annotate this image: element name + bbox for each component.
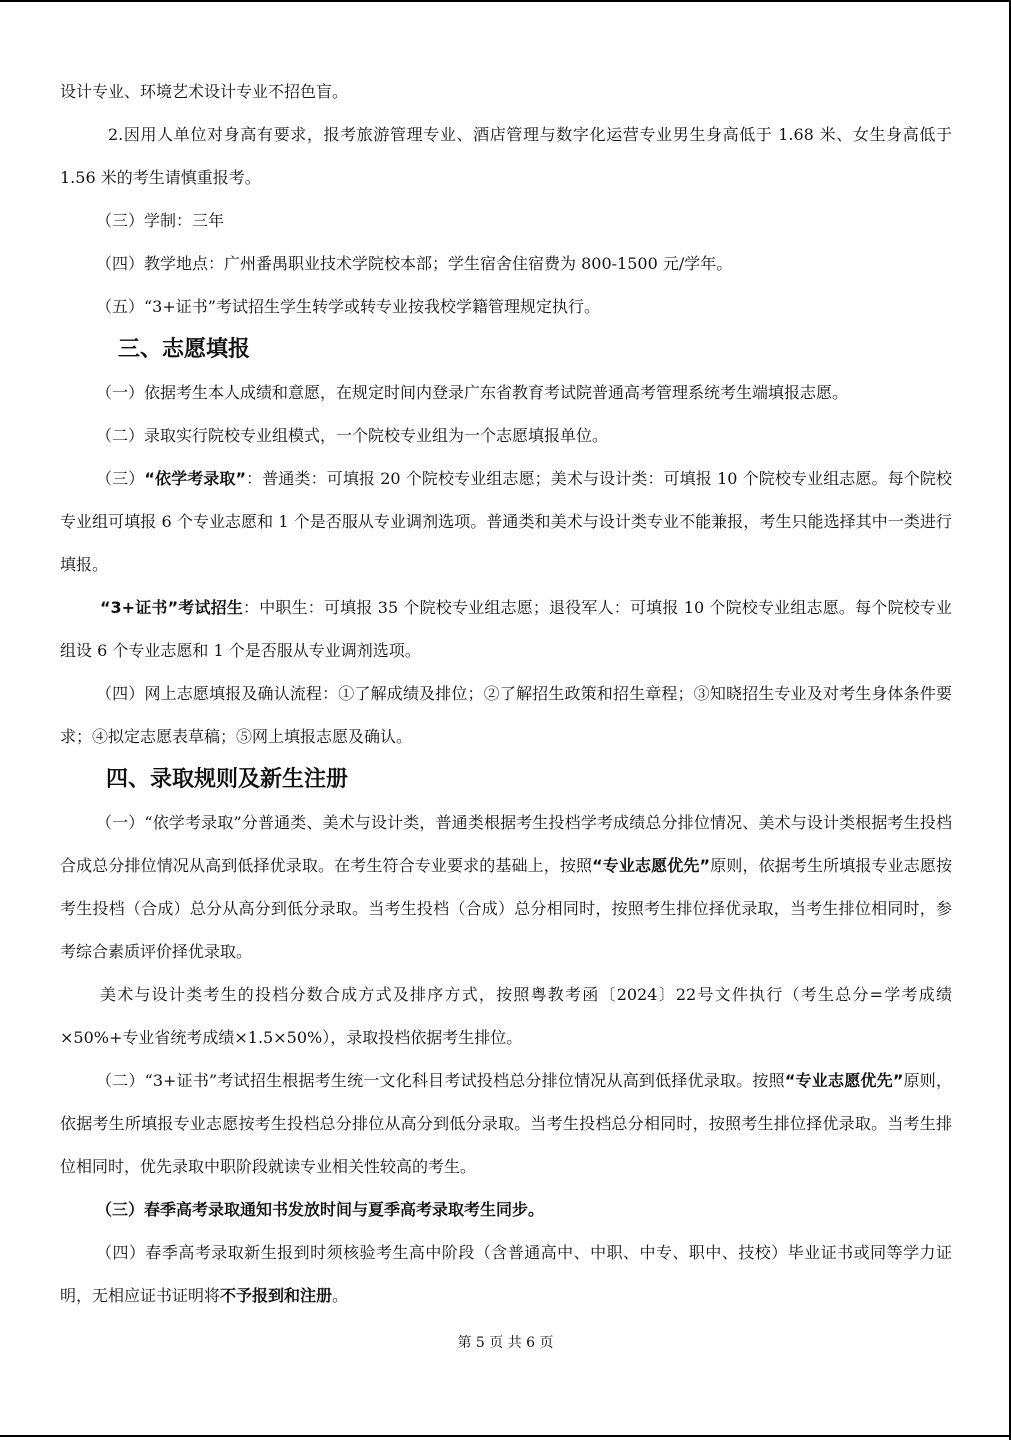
admission-2-part-a: （二）“3+证书”考试招生根据考生统一文化科目考试投档总分排位情况从高到低择优录取。按照 <box>96 1071 785 1090</box>
paragraph-volunteer-2: （二）录取实行院校专业组模式，一个院校专业组为一个志愿填报单位。 <box>96 426 609 445</box>
volunteer-3b-bold: “3+证书”考试招生 <box>100 598 244 617</box>
admission-1-bold: “专业志愿优先” <box>592 856 711 875</box>
admission-1-part-b: 原则，依据考生所填报专业志愿按考生投档（合成）总分从高分到低分录取。当考生投档（合成）总分相同时，按照考生排位择优录取，当考生排位相同时，参考综合素质评价择优录取。 <box>60 856 952 961</box>
admission-4-part-a: （四）春季高考录取新生报到时须核验考生高中阶段（含普通高中、中职、中专、职中、技校）毕业证书或同等学力证明，无相应证书证明将 <box>60 1243 952 1305</box>
paragraph-color-blind: 设计专业、环境艺术设计专业不招色盲。 <box>60 82 349 101</box>
paragraph-volunteer-1: （一）依据考生本人成绩和意愿，在规定时间内登录广东省教育考试院普通高考管理系统考生端填报志愿。 <box>96 383 849 402</box>
volunteer-3-bold: “依学考录取” <box>144 469 247 488</box>
admission-4-bold: 不予报到和注册 <box>220 1286 333 1305</box>
volunteer-3-rest: ：普通类：可填报 20 个院校专业组志愿；美术与设计类：可填报 10 个院校专业组志愿。每个院校专业组可填报 6 个专业志愿和 1 个是否服从专业调剂选项。普通类和美术与设计类专业不能兼报，考生只能选择其中一类进行填报。 <box>60 469 952 574</box>
admission-2-part-b: 原则，依据考生所填报专业志愿按考生投档总分排位从高分到低分录取。当考生投档总分相同时，按照考生排位择优录取。当考生排位相同时，优先录取中职阶段就读专业相关性较高的考生。 <box>60 1071 952 1176</box>
paragraph-volunteer-3 <box>60 457 952 586</box>
page-number-footer: 第 5 页 共 6 页 <box>457 1335 554 1351</box>
section-heading-admission: 四、录取规则及新生注册 <box>106 767 349 792</box>
volunteer-3b-rest: ：中职生：可填报 35 个院校专业组志愿；退役军人：可填报 10 个院校专业组志愿。每个院校专业组设 6 个专业志愿和 1 个是否服从专业调剂选项。 <box>60 598 952 660</box>
paragraph-admission-4 <box>60 1231 952 1317</box>
page-bottom-border <box>0 1435 1011 1437</box>
admission-4-part-b: 。 <box>332 1286 349 1305</box>
page-top-border <box>0 0 1011 2</box>
paragraph-admission-3: （三）春季高考录取通知书发放时间与夏季高考录取考生同步。 <box>96 1200 545 1219</box>
admission-1-part-a: （一）“依学考录取”分普通类、美术与设计类，普通类根据考生投档学考成绩总分排位情况、美术与设计类根据考生投档合成总分排位情况从高到低择优录取。在考生符合专业要求的基础上，按照 <box>60 813 952 875</box>
paragraph-admission-art: 美术与设计类考生的投档分数合成方式及排序方式，按照粤教考函〔2024〕22号文件执行（考生总分=学考成绩×50%+专业省统考成绩×1.5×50%），录取投档依据考生排位。 <box>60 985 952 1047</box>
paragraph-admission-1 <box>60 801 952 973</box>
admission-2-bold: “专业志愿优先” <box>784 1071 904 1090</box>
paragraph-volunteer-3b <box>60 586 952 672</box>
section-heading-volunteer: 三、志愿填报 <box>118 337 251 362</box>
paragraph-transfer-rule: （五）“3+证书”考试招生学生转学或转专业按我校学籍管理规定执行。 <box>96 297 600 316</box>
paragraph-school-length: （三）学制：三年 <box>96 211 225 230</box>
volunteer-3-prefix: （三） <box>96 469 145 488</box>
document-body <box>60 70 952 1317</box>
paragraph-height-requirement: 2.因用人单位对身高有要求，报考旅游管理专业、酒店管理与数字化运营专业男生身高低于 1.68 米、女生身高低于 1.56 米的考生请慎重报考。 <box>60 125 952 187</box>
paragraph-admission-2 <box>60 1059 952 1188</box>
paragraph-teaching-location: （四）教学地点：广州番禺职业技术学院校本部；学生宿舍住宿费为 800-1500 元/学年。 <box>96 254 733 273</box>
paragraph-volunteer-4: （四）网上志愿填报及确认流程：①了解成绩及排位；②了解招生政策和招生章程；③知晓招生专业及对考生身体条件要求；④拟定志愿表草稿；⑤网上填报志愿及确认。 <box>60 684 952 746</box>
